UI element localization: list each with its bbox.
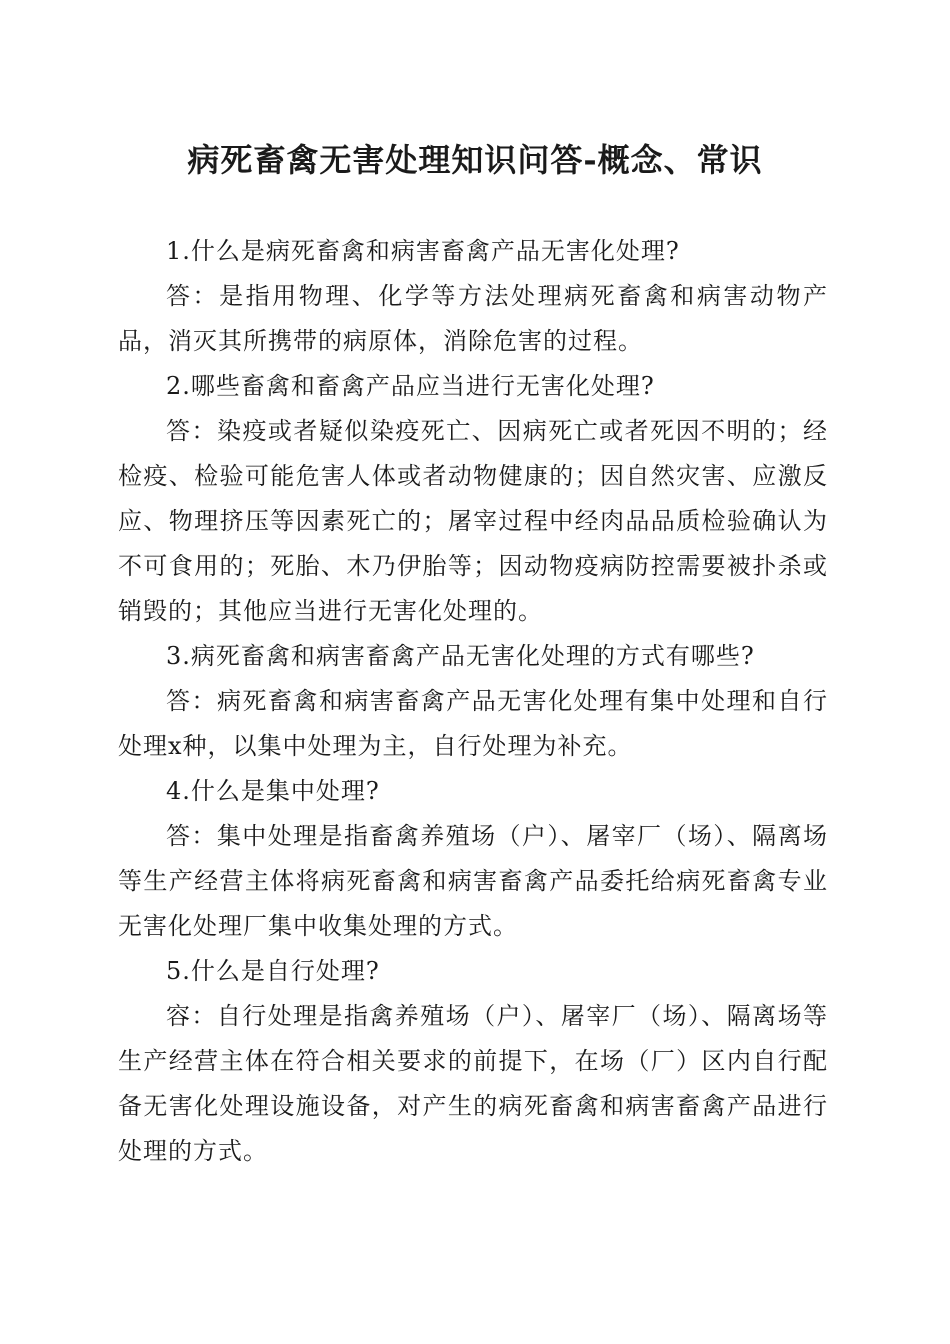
answer-2: 答：染疫或者疑似染疫死亡、因病死亡或者死因不明的；经检疫、检验可能危害人体或者动物健康的；因自然灾害、应激反应、物理挤压等因素死亡的；屠宰过程中经肉品品质检验确认为不可食用的；死胎、木乃伊胎等；因动物疫病防控需要被扑杀或销毁的；其他应当进行无害化处理的。 xyxy=(118,417,828,625)
question-1: 1.什么是病死畜禽和病害畜禽产品无害化处理? xyxy=(166,237,680,265)
answer-5: 容：自行处理是指禽养殖场（户）、屠宰厂（场）、隔离场等生产经营主体在符合相关要求的前提下，在场（厂）区内自行配备无害化处理设施设备，对产生的病死畜禽和病害畜禽产品进行处理的方式。 xyxy=(118,1002,828,1165)
document-body xyxy=(118,229,828,1174)
document-title: 病死畜禽无害处理知识问答-概念、常识 xyxy=(187,141,763,179)
answer-3: 答：病死畜禽和病害畜禽产品无害化处理有集中处理和自行处理x种，以集中处理为主，自行处理为补充。 xyxy=(118,687,828,760)
question-3: 3.病死畜禽和病害畜禽产品无害化处理的方式有哪些? xyxy=(166,642,755,670)
question-4: 4.什么是集中处理? xyxy=(166,777,380,805)
question-2: 2.哪些畜禽和畜禽产品应当进行无害化处理? xyxy=(166,372,655,400)
answer-4: 答：集中处理是指畜禽养殖场（户）、屠宰厂（场）、隔离场等生产经营主体将病死畜禽和病害畜禽产品委托给病死畜禽专业无害化处理厂集中收集处理的方式。 xyxy=(118,822,828,940)
question-5: 5.什么是自行处理? xyxy=(166,957,380,985)
answer-1: 答：是指用物理、化学等方法处理病死畜禽和病害动物产品，消灭其所携带的病原体，消除危害的过程。 xyxy=(118,282,828,355)
